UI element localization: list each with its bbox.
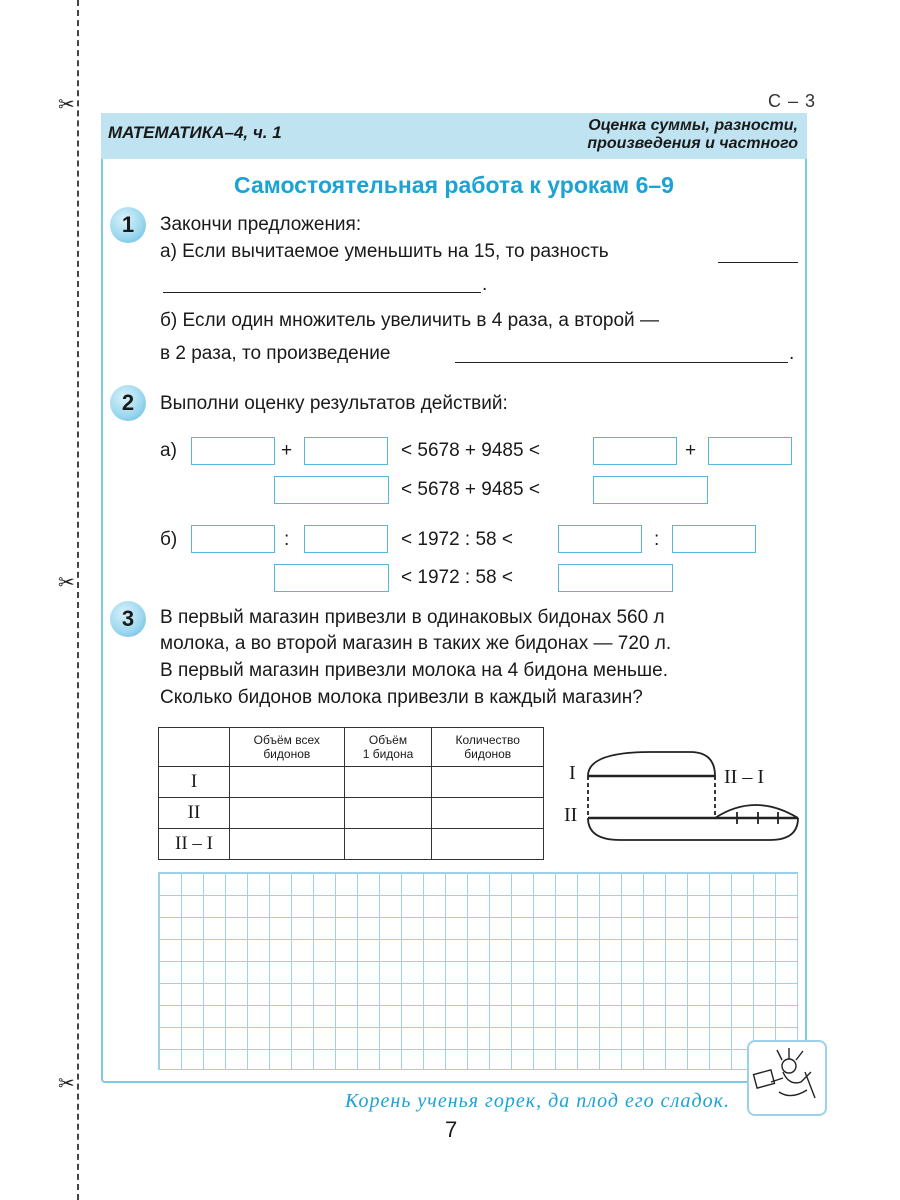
punctuation: . [789,343,795,364]
answer-box[interactable] [593,437,677,465]
table-header: Объём 1 бидона [344,728,432,767]
table-row [159,767,544,798]
table-cell[interactable] [432,829,544,860]
task1-b-text: в 2 раза, то произведение [160,343,391,364]
task-number-1: 1 [110,207,146,243]
table-cell[interactable] [230,798,345,829]
answer-line[interactable] [718,262,798,263]
operator: + [281,440,293,461]
task3-text-line: молока, а во второй магазин в таких же бидонах — 720 л. [160,633,672,654]
item-label: а) [160,440,177,461]
answer-line[interactable] [455,362,788,363]
task-number-3: 3 [110,601,146,637]
segment-label-2: II [564,804,578,826]
expression: < 1972 : 58 < [401,567,513,588]
answer-box[interactable] [304,437,388,465]
task1-a-text: а) Если вычитаемое уменьшить на 15, то разность [160,241,609,262]
answer-box[interactable] [191,525,275,553]
answer-box[interactable] [672,525,756,553]
proverb: Корень ученья горек, да плод его сладок. [345,1090,730,1112]
table-cell[interactable] [344,798,432,829]
scissors-icon: ✂ [58,92,75,116]
row-label: I [159,767,230,798]
expression: < 5678 + 9485 < [401,479,540,500]
page-number: 7 [445,1117,458,1142]
punctuation: . [482,274,488,295]
answer-line[interactable] [163,292,481,293]
answer-box[interactable] [304,525,388,553]
task2-instruction: Выполни оценку результатов действий: [160,393,508,414]
table-cell[interactable] [344,829,432,860]
answer-box[interactable] [558,525,642,553]
operator: : [654,529,660,550]
student-drawing-icon [747,1040,827,1116]
answer-box[interactable] [708,437,792,465]
task3-text-line: В первый магазин привезли молока на 4 бидона меньше. [160,660,669,681]
table-cell[interactable] [344,767,432,798]
table-corner [159,728,230,767]
scissors-icon: ✂ [58,1071,75,1095]
operator: : [284,529,290,550]
row-label: II [159,798,230,829]
grid-area[interactable] [158,872,798,1070]
table-cell[interactable] [230,829,345,860]
segment-label-1: I [569,762,576,784]
book-title: МАТЕМАТИКА–4, ч. 1 [108,123,282,142]
cut-line [77,0,79,1200]
task1-b-text: б) Если один множитель увеличить в 4 раза, а второй — [160,310,659,331]
answer-box[interactable] [593,476,708,504]
answer-box[interactable] [191,437,275,465]
segment-diagram [560,740,810,850]
expression: < 1972 : 58 < [401,529,513,550]
page-title: Самостоятельная работа к урокам 6–9 [234,172,674,198]
answer-box[interactable] [558,564,673,592]
task3-text-line: В первый магазин привезли в одинаковых бидонах 560 л [160,607,665,628]
task1-instruction: Закончи предложения: [160,214,362,235]
topic-title: Оценка суммы, разности, произведения и частного [587,117,798,152]
item-label: б) [160,529,178,550]
table-cell[interactable] [432,798,544,829]
page-code: С – 3 [768,91,817,111]
task3-text-line: Сколько бидонов молока привезли в каждый магазин? [160,687,643,708]
data-table [158,727,544,860]
row-label: II – I [159,829,230,860]
task-number-2: 2 [110,385,146,421]
table-row [159,798,544,829]
answer-box[interactable] [274,564,389,592]
scissors-icon: ✂ [58,570,75,594]
table-cell[interactable] [432,767,544,798]
operator: + [685,440,697,461]
table-header: Объём всех бидонов [230,728,345,767]
answer-box[interactable] [274,476,389,504]
table-header: Количество бидонов [432,728,544,767]
table-row [159,829,544,860]
expression: < 5678 + 9485 < [401,440,540,461]
segment-label-diff: II – I [724,766,764,788]
table-cell[interactable] [230,767,345,798]
